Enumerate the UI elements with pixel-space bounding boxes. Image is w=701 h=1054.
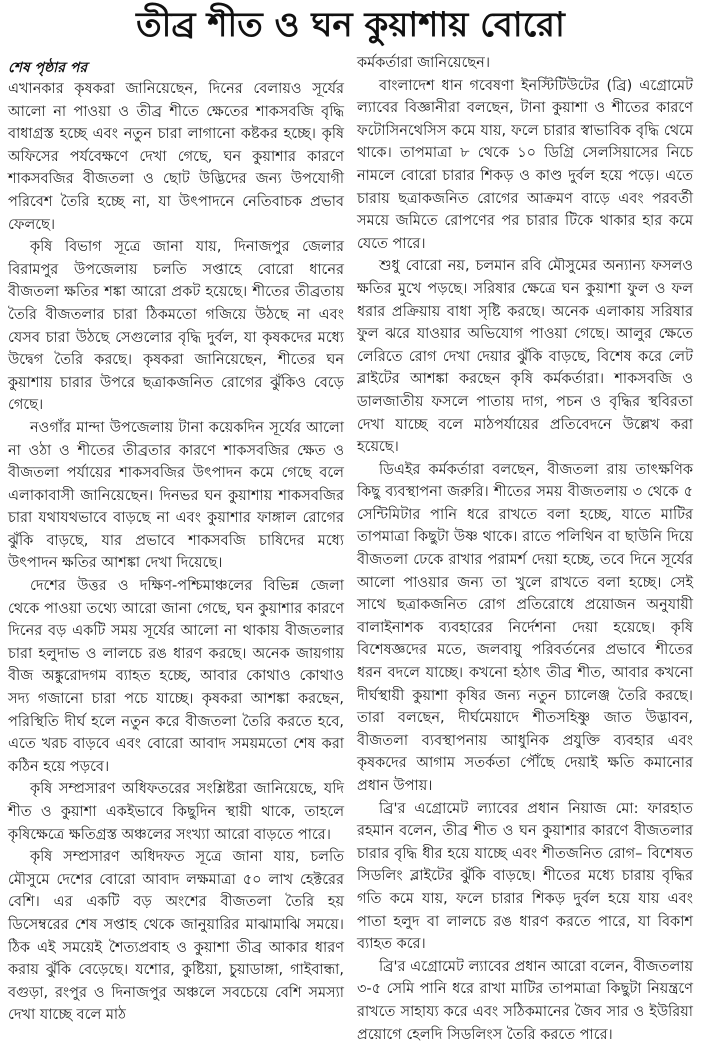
paragraph: কৃষি সম্প্রসারণ অধিদফত সূত্রে জানা যায়, চলতি মৌসুমে দেশের বোরো আবাদ লক্ষমাত্রা ৫০ লাখ হেক্টরের বেশি। এর একটি বড় অংশের বীজতলা তৈরি হয় ডিসেম্বরের শেষ সপ্তাহ থেকে জানুয়ারির মাঝামাঝি সময়ে। ঠিক এই সময়েই শৈত্যপ্রবাহ ও কুয়াশা তীব্র আকার ধারণ করায় ঝুঁকি বেড়েছে। যশোর, কুষ্টিয়া, চুয়াডাঙ্গা, গাইবান্ধা, বগুড়া, রংপুর ও দিনাজপুর অঞ্চলে সবচেয়ে বেশি সমস্যা দেখা যাচ্ছে বলে মাঠ bbox=[8, 849, 344, 1024]
article-column-left bbox=[8, 52, 344, 1046]
paragraph: নওগাঁর মান্দা উপজেলায় টানা কয়েকদিন সূর্যের আলো না ওঠা ও শীতের তীব্রতার কারণে শাকসবজির ক্ষেত ও বীজতলা পর্যায়ের শাকসবজির উৎপাদন কমে গেছে বলে এলাকাবাসী জানিয়েছেন। দিনভর ঘন কুয়াশায় শাকসবজির চারা যথাযথভাবে বাড়ছে না এবং কুয়াশার ফাঙ্গাল রোগের ঝুঁকি বাড়ছে, যার প্রভাবে শাকসবজি চাষিদের মধ্যে উৎপাদন ক্ষতির আশঙ্কা দেখা দিয়েছে। bbox=[8, 419, 344, 572]
paragraph: কৃষি সম্প্রসারণ অধিফতরের সংশ্লিষ্টরা জানিয়েছে, যদি শীত ও কুয়াশা একইভাবে কিছুদিন স্থায়ী থাকে, তাহলে কৃষিক্ষেত্রে ক্ষতিগ্রস্ত অঞ্চলের সংখ্যা আরো বাড়তে পারে। bbox=[8, 781, 344, 843]
paragraph: এখানকার কৃষকরা জানিয়েছেন, দিনের বেলায়ও সূর্যের আলো না পাওয়া ও তীব্র শীতে ক্ষেতের শাকসবজি বৃদ্ধি বাধাগ্রস্ত হচ্ছে এবং নতুন চারা লাগানো কষ্টকর হচ্ছে। কৃষি অফিসের পর্যবেক্ষণে দেখা গেছে, ঘন কুয়াশার কারণে শাকসবজির বীজতলা ও ছোট উদ্ভিদের জন্য উপযোগী পরিবেশ তৈরি হচ্ছে না, যা উৎপাদনে নেতিবাচক প্রভাব ফেলছে। bbox=[8, 81, 344, 233]
paragraph: দেশের উত্তর ও দক্ষিণ-পশ্চিমাঞ্চলের বিভিন্ন জেলা থেকে পাওয়া তথ্যে আরো জানা গেছে, ঘন কুয়াশার কারণে দিনের বড় একটি সময় সূর্যের আলো না থাকায় বীজতলার চারা হলুদাভ ও লালচে রঙ ধারণ করছে। অনেক জায়গায় বীজ অঙ্কুরোদগম ব্যাহত হচ্ছে, আবার কোথাও কোথাও সদ্য গজানো চারা পচে যাচ্ছে। কৃষকরা আশঙ্কা করছেন, পরিস্থিতি দীর্ঘ হলে নতুন করে বীজতলা তৈরি করতে হবে, এতে খরচ বাড়বে এবং বোরো আবাদ সময়মতো শেষ করা কঠিন হয়ে পড়বে। bbox=[8, 578, 344, 775]
paragraph: কর্মকর্তারা জানিয়েছেন। bbox=[357, 55, 491, 71]
article-column-right bbox=[357, 52, 693, 1046]
paragraph: ব্রি'র এগ্রোমেট ল্যাবের প্রধান নিয়াজ মো: ফারহাত রহমান বলেন, তীব্র শীত ও ঘন কুয়াশার কারণে বীজতলার চারার বৃদ্ধি ধীর হয়ে যাচ্ছে এবং শীতজনিত রোগ– বিশেষত সিডলিং ব্লাইটের ঝুঁকি বাড়ছে। শীতের মধ্যে চারায় বৃদ্ধির গতি কমে যায়, ফলে চারার শিকড় দুর্বল হয়ে যায় এবং পাতা হলুদ বা লালচে রঙ ধারণ করতে পারে, যা বিকাশ ব্যাহত করে। bbox=[357, 800, 693, 953]
paragraph: ব্রি'র এগ্রোমেট ল্যাবের প্রধান আরো বলেন, বীজতলায় ৩-৫ সেমি পানি ধরে রাখা মাটির তাপমাত্রা কিছুটা নিয়ন্ত্রণে রাখতে সাহায্য করে এবং সঠিকমানের জৈব সার ও ইউরিয়া প্রয়োগে হেলদি সিডলিংস তৈরি করতে পারে। bbox=[357, 958, 693, 1043]
paragraph: কৃষি বিভাগ সূত্রে জানা যায়, দিনাজপুর জেলার বিরামপুর উপজেলায় চলতি সপ্তাহে বোরো ধানের বীজতলা ক্ষতির শঙ্কা আরো প্রকট হয়েছে। শীতের তীব্রতায় তৈরি বীজতলার চারা ঠিকমতো গজিয়ে উঠছে না এবং যেসব চারা উঠছে সেগুলোর বৃদ্ধি দুর্বল, যা কৃষকদের মধ্যে উদ্বেগ তৈরি করছে। কৃষকরা জানিয়েছেন, শীতের ঘন কুয়াশায় চারার উপরে ছত্রাকজনিত রোগের ঝুঁকিও বেড়ে গেছে। bbox=[8, 239, 344, 414]
continued-from-label: শেষ পৃষ্ঠার পর bbox=[8, 60, 88, 76]
paragraph: শুধু বোরো নয়, চলমান রবি মৌসুমের অন্যান্য ফসলও ক্ষতির মুখে পড়ছে। সরিষার ক্ষেত্রে ঘন কুয়াশা ফুল ও ফল ধরার প্রক্রিয়ায় বাধা সৃষ্টি করছে। অনেক এলাকায় সরিষার ফুল ঝরে যাওয়ার অভিযোগ পাওয়া গেছে। আলুর ক্ষেতে লেরিতে রোগ দেখা দেয়ার ঝুঁকি বাড়ছে, বিশেষ করে লেট ব্লাইটের আশঙ্কা করছেন কৃষি কর্মকর্তারা। শাকসবজি ও ডালজাতীয় ফসলে পাতায় দাগ, পচন ও বৃদ্ধির স্থবিরতা দেখা যাচ্ছে বলে মাঠপর্যায়ের প্রতিবেদনে উল্লেখ করা হয়েছে। bbox=[357, 258, 693, 456]
paragraph: ডিএইর কর্মকর্তারা বলছেন, বীজতলা রায় তাৎক্ষণিক কিছু ব্যবস্থাপনা জরুরি। শীতের সময় বীজতলায় ৩ থেকে ৫ সেন্টিমিটার পানি ধরে রাখতে বলা হচ্ছে, যাতে মাটির তাপমাত্রা কিছুটা উষ্ণ থাকে। রাতে পলিথিন বা ছাউনি দিয়ে বীজতলা ঢেকে রাখার পরামর্শ দেয়া হচ্ছে, তবে দিনে সূর্যের আলো পাওয়ার জন্য তা খুলে রাখতে বলা হচ্ছে। সেই সাথে ছত্রাকজনিত রোগ প্রতিরোধে প্রয়োজন অনুযায়ী বালাইনাশক ব্যবহারের নির্দেশনা দেয়া হয়েছে। কৃষি বিশেষজ্ঞদের মতে, জলবায়ু পরিবর্তনের প্রভাবে শীতের ধরন বদলে যাচ্ছে। কখনো হঠাৎ তীব্র শীত, আবার কখনো দীর্ঘস্থায়ী কুয়াশা কৃষির জন্য নতুন চ্যালেঞ্জ তৈরি করছে। তারা বলছেন, দীর্ঘমেয়াদে শীতসহিষ্ণু জাত উদ্ভাবন, বীজতলা ব্যবস্থাপনায় আধুনিক প্রযুক্তি ব্যবহার এবং কৃষকদের আগাম সতর্কতা পৌঁছে দেয়াই ক্ষতি কমানোর প্রধান উপায়। bbox=[357, 461, 693, 794]
paragraph: বাংলাদেশ ধান গবেষণা ইনস্টিটিউটের (ব্রি) এগ্রোমেট ল্যাবের বিজ্ঞানীরা বলছেন, টানা কুয়াশা ও শীতের কারণে ফটোসিনথেসিস কমে যায়, ফলে চারার স্বাভাবিক বৃদ্ধি থেমে থাকে। তাপমাত্রা ৮ থেকে ১০ ডিগ্রি সেলসিয়াসের নিচে নামলে বোরো চারার শিকড় ও কাণ্ড দুর্বল হয়ে পড়ে। এতে চারায় ছত্রাকজনিত রোগের আক্রমণ বাড়ে এবং পরবর্তী সময়ে জমিতে রোপণের পর চারার টিকে থাকার হার কমে যেতে পারে। bbox=[357, 77, 693, 252]
article-body bbox=[0, 48, 701, 1054]
headline: তীব্র শীত ও ঘন কুয়াশায় বোরো bbox=[136, 5, 565, 45]
